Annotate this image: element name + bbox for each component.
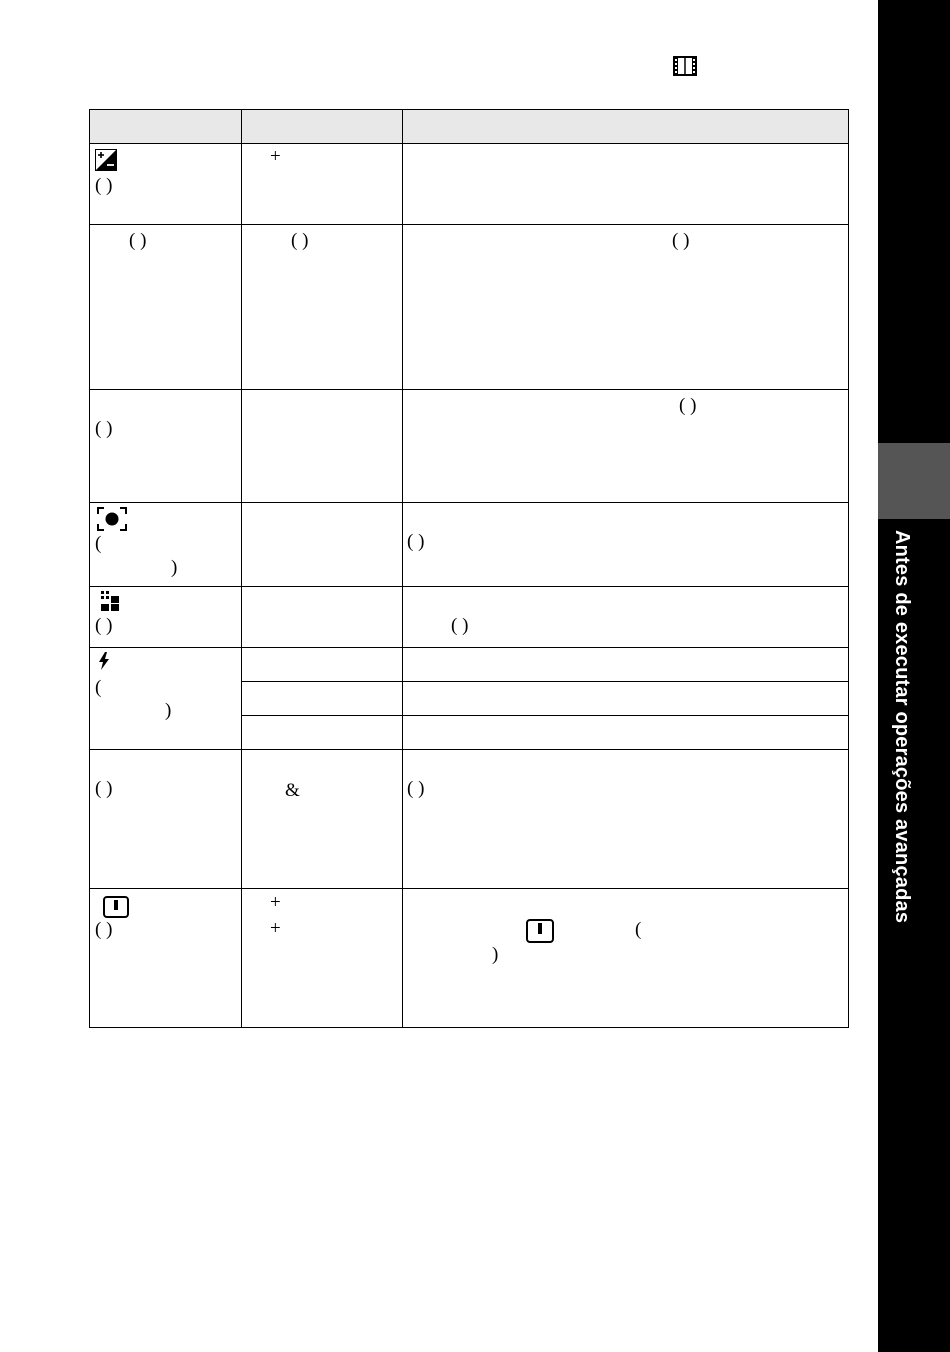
focus-frame-icon bbox=[103, 896, 129, 918]
row-divider bbox=[89, 502, 849, 503]
column-divider bbox=[241, 109, 242, 1028]
row-divider bbox=[241, 715, 849, 716]
movie-mode-icon bbox=[672, 54, 698, 78]
cell-text: ( ) bbox=[672, 230, 690, 251]
cell-text: ( ) bbox=[291, 230, 309, 251]
cell-text: ( ) bbox=[407, 531, 425, 552]
sidebar-strip bbox=[878, 0, 950, 1352]
row-divider bbox=[89, 389, 849, 390]
row-divider bbox=[89, 647, 849, 648]
table-border-left bbox=[89, 109, 90, 1028]
exposure-compensation-icon bbox=[95, 149, 117, 171]
cell-text: + bbox=[270, 918, 281, 939]
row-divider bbox=[89, 143, 849, 144]
cell-text: ( ) bbox=[407, 778, 425, 799]
row-divider bbox=[89, 586, 849, 587]
cell-text: & bbox=[285, 780, 300, 801]
cell-text: ( ) bbox=[451, 615, 469, 636]
cell-text: ( bbox=[635, 919, 642, 940]
row-divider bbox=[241, 681, 849, 682]
cell-text: ( ) bbox=[679, 395, 697, 416]
table-border-top bbox=[89, 109, 849, 110]
cell-text: ( ) bbox=[95, 919, 113, 940]
cell-text: + bbox=[270, 892, 281, 913]
cell-text: ( ) bbox=[95, 778, 113, 799]
row-divider bbox=[89, 888, 849, 889]
cell-text: ) bbox=[171, 557, 178, 578]
table-header bbox=[90, 110, 848, 144]
cell-text: ( ) bbox=[95, 418, 113, 439]
spot-metering-icon bbox=[97, 507, 127, 531]
sidebar-section-tab bbox=[878, 443, 950, 519]
flash-icon bbox=[98, 652, 110, 670]
cell-text: ( ) bbox=[95, 615, 113, 636]
multi-pattern-metering-icon bbox=[99, 590, 121, 612]
focus-frame-icon bbox=[526, 919, 554, 943]
sidebar-section-label: Antes de executar operações avançadas bbox=[891, 530, 913, 924]
cell-text: ( ) bbox=[95, 175, 113, 196]
table-border-right bbox=[848, 109, 849, 1028]
cell-text: ( bbox=[95, 533, 102, 554]
settings-table bbox=[89, 109, 849, 1028]
column-divider bbox=[402, 109, 403, 1028]
row-divider bbox=[89, 749, 849, 750]
table-border-bottom bbox=[89, 1027, 849, 1028]
cell-text: ) bbox=[165, 700, 172, 721]
cell-text: ( bbox=[95, 677, 102, 698]
cell-text: ( ) bbox=[129, 230, 147, 251]
cell-text: ) bbox=[492, 944, 499, 965]
cell-text: + bbox=[270, 146, 281, 167]
row-divider bbox=[89, 224, 849, 225]
